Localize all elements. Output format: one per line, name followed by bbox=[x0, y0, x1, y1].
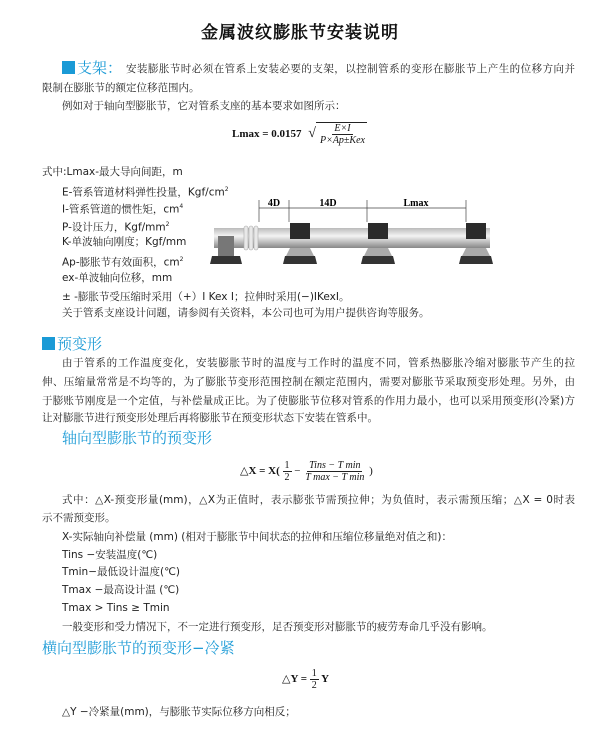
definition-line: Ap-膨胀节有效面积，$cm^2$ bbox=[62, 256, 184, 269]
lateral-line: △Y −冷紧量(mm)，与膨胀节实际位移方向相反； bbox=[62, 706, 296, 718]
definition-line: E-管系管道材料弹性投量，Kgf/$cm^2$ bbox=[62, 186, 229, 199]
section-heading-support bbox=[62, 59, 122, 77]
paragraph-line: 于膨账节刚度是一个定值，与补偿量成正比。为了使膨胀节位移对管系的作用力最小，也可以采用预变形(冷紧)方 bbox=[42, 395, 575, 407]
formula-lhs: Lmax = 0.0157 bbox=[232, 128, 302, 141]
support-text-line: 限制在膨胀节的额定位移范围内。 bbox=[42, 82, 200, 94]
definition-line: K-单波轴向刚度；Kgf/mm bbox=[62, 236, 187, 248]
anchor-base bbox=[210, 256, 242, 264]
definition-line: 关于管系支座设计问题，请参阅有关资料，本公司也可为用户提供咨询等服务。 bbox=[62, 307, 430, 319]
axial-line: 一般变形和受力情况下，不一定进行预变形，足否预变形对膨胀节的疲劳寿命几乎没有影响。 bbox=[62, 621, 493, 633]
axial-line: 式中：△X-预变形量(mm)，△X为正值时，表示膨张节需预拉伸；为负值时，表示需预压缩；△X = 0时表 bbox=[62, 494, 575, 506]
bellows bbox=[244, 226, 258, 250]
axial-line: X-实际轴向补偿量 (mm) (相对于膨胀节中间状态的拉伸和压缩位移量绝对值之和)： bbox=[62, 531, 452, 543]
paragraph-line: 让对膨胀节进行预变形处理后再将膨胀节在预变形状态下安装在管系中。 bbox=[42, 412, 378, 424]
formula-delta-x: △X = X( $\frac{1}{2}$ − $\frac{\text{Tins − T min}}{\text{T max − T min}}$ ) bbox=[240, 460, 373, 483]
axial-line: Tins −安装温度(℃) bbox=[62, 549, 158, 561]
square-bullet-icon bbox=[62, 61, 75, 74]
support-text-line: 例如对于轴向型膨胀节，它对管系支座的基本要求如图所示： bbox=[62, 100, 346, 112]
definition-line: 式中:Lmax-最大导向间距，m bbox=[42, 166, 183, 178]
dim-label-lmax: Lmax bbox=[403, 198, 429, 209]
paragraph-line: 由于管系的工作温度变化，安装膨胀节时的温度与工作时的温度不同，管系热膨胀冷缩对膨胀节产生的拉 bbox=[62, 357, 575, 369]
dimension-lines bbox=[259, 200, 466, 222]
formula-delta-y: △Y = $\frac{1}{2}$ Y bbox=[282, 668, 330, 691]
support-text-line: 安装膨胀节时必须在管系上安装必要的支架，以控制管系的变形在膨胀节上产生的位移方向并 bbox=[126, 63, 575, 75]
definition-line: ± -膨胀节受压缩时采用（+）I Kex I；拉伸时采用(−)IKexI。 bbox=[62, 291, 350, 303]
page-title: 金属波纹膨胀节安装说明 bbox=[201, 23, 399, 43]
formula-denominator: P×Ap±Kex bbox=[319, 135, 365, 146]
axial-line: Tmin−最低设计温度(℃) bbox=[62, 566, 180, 578]
heading-text: 支架： bbox=[77, 59, 123, 77]
formula-lmax bbox=[232, 122, 367, 146]
axial-line: 示不需预变形。 bbox=[42, 512, 116, 524]
subheading-lateral: 横向型膨胀节的预变形−冷紧 bbox=[42, 639, 235, 657]
fixed-anchor bbox=[218, 236, 234, 256]
definition-line: ex-单波轴向位移，mm bbox=[62, 272, 173, 284]
definition-line: I-管系管道的惯性矩，$cm^4$ bbox=[62, 203, 184, 216]
axial-line: Tmax > Tins ≥ Tmin bbox=[62, 602, 170, 614]
definition-line: P-设计压力，Kgf/$mm^2$ bbox=[62, 221, 170, 234]
subheading-axial: 轴向型膨胀节的预变形 bbox=[62, 429, 213, 447]
dim-label-4d: 4D bbox=[267, 198, 281, 209]
formula-numerator: E×I bbox=[334, 123, 351, 134]
paragraph-line: 伸、压缩量常常是不均等的，为了膨胀节变形范围控制在额定范围内，需要对膨胀节采取预变形处理。另外，由 bbox=[42, 376, 575, 388]
square-bullet-icon bbox=[42, 337, 55, 350]
sqrt-icon: √ bbox=[308, 126, 316, 142]
axial-line: Tmax −最高设计温 (℃) bbox=[62, 584, 180, 596]
support-spacing-diagram bbox=[210, 196, 495, 268]
section-heading-predeform: 预变形 bbox=[42, 335, 102, 353]
dim-label-14d: 14D bbox=[319, 198, 337, 209]
